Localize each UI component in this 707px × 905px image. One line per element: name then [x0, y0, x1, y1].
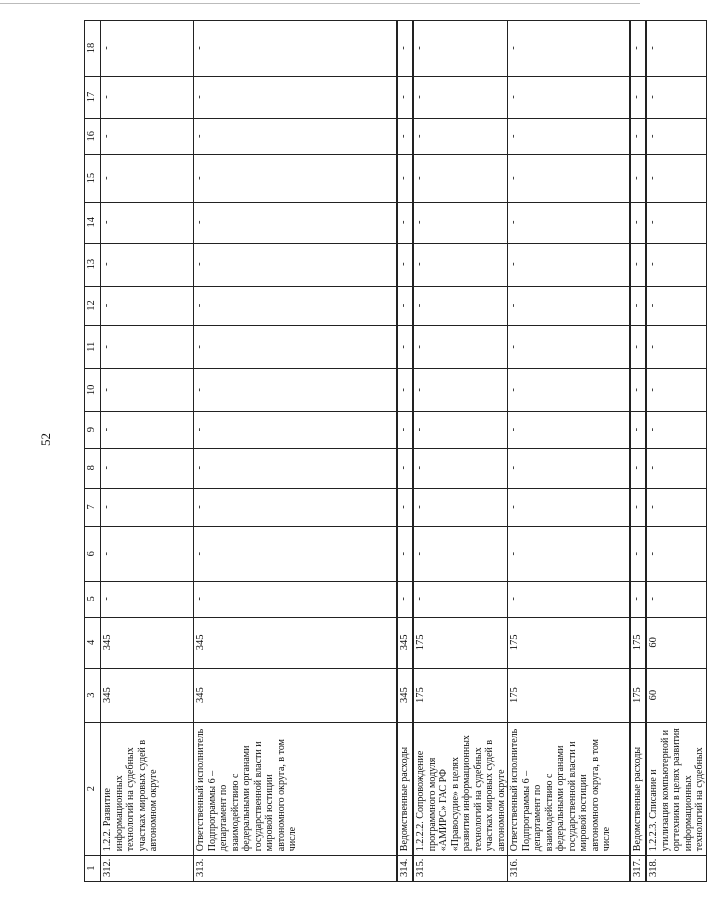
dash-mark: - [398, 303, 409, 308]
value-col-17 [646, 77, 706, 119]
row-index: 315. [413, 856, 508, 882]
dash-mark: - [647, 303, 658, 308]
value-col-10 [630, 369, 646, 412]
dash-mark: - [194, 134, 205, 138]
value-col-11 [630, 326, 646, 369]
value-col-17 [413, 77, 508, 119]
value-col-18 [194, 21, 398, 77]
value-col-7 [397, 488, 413, 527]
value-col-8 [413, 448, 508, 488]
dash-mark: - [101, 95, 112, 99]
value-col-8 [101, 448, 194, 488]
dash-mark: - [414, 303, 425, 308]
value-col-12 [101, 286, 194, 326]
value-col-7 [413, 488, 508, 527]
value-col-16 [630, 118, 646, 155]
dash-mark: - [647, 427, 658, 432]
dash-mark: - [647, 466, 658, 470]
dash-mark: - [631, 345, 642, 349]
value-col-5 [413, 582, 508, 617]
dash-mark: - [647, 176, 658, 180]
header-cell: 5 [85, 582, 101, 617]
value-col-7 [101, 488, 194, 527]
header-cell: 10 [85, 369, 101, 412]
dash-mark: - [647, 220, 658, 224]
dash-mark: - [631, 220, 642, 224]
dash-mark: - [647, 46, 658, 50]
dash-mark: - [398, 505, 409, 509]
value-col-7 [630, 488, 646, 527]
header-cell: 13 [85, 243, 101, 286]
value-col-10 [397, 369, 413, 412]
dash-mark: - [647, 597, 658, 601]
dash-mark: - [508, 388, 519, 392]
dash-mark: - [194, 427, 205, 432]
value-col-5 [630, 582, 646, 617]
value-col-5 [101, 582, 194, 617]
dash-mark: - [194, 262, 205, 266]
table-row [194, 21, 398, 882]
dash-mark: - [398, 388, 409, 392]
value-col-15 [630, 155, 646, 202]
row-index: 312. [101, 856, 194, 882]
header-cell: 18 [85, 21, 101, 77]
dash-mark: - [631, 597, 642, 601]
value-col-18 [646, 21, 706, 77]
value-col-8 [630, 448, 646, 488]
value-col-6 [508, 527, 631, 582]
value-col-12 [397, 286, 413, 326]
value-col-13 [413, 243, 508, 286]
value-col-11 [397, 326, 413, 369]
dash-mark: - [631, 46, 642, 50]
value-col-9 [508, 412, 631, 449]
dash-mark: - [194, 176, 205, 180]
table-row [413, 21, 508, 882]
dash-mark: - [101, 303, 112, 308]
value-col-6 [101, 527, 194, 582]
value-col-18 [397, 21, 413, 77]
value-col-3: 345 [194, 669, 398, 723]
value-col-4: 175 [413, 617, 508, 669]
value-col-10 [508, 369, 631, 412]
dash-mark: - [414, 220, 425, 224]
value-col-12 [646, 286, 706, 326]
value-col-4: 60 [646, 617, 706, 669]
value-col-16 [413, 118, 508, 155]
value-col-4: 345 [101, 617, 194, 669]
dash-mark: - [508, 46, 519, 50]
dash-mark: - [508, 95, 519, 99]
dash-mark: - [631, 303, 642, 308]
value-col-6 [194, 527, 398, 582]
table-row [397, 21, 413, 882]
value-col-13 [397, 243, 413, 286]
value-col-4: 175 [508, 617, 631, 669]
value-col-13 [630, 243, 646, 286]
dash-mark: - [414, 597, 425, 601]
value-col-8 [194, 448, 398, 488]
value-col-8 [508, 448, 631, 488]
value-col-5 [194, 582, 398, 617]
value-col-15 [397, 155, 413, 202]
row-name: Ведомственные расходы [397, 722, 413, 855]
value-col-3: 175 [630, 669, 646, 723]
dash-mark: - [414, 345, 425, 349]
value-col-3: 345 [397, 669, 413, 723]
value-col-14 [397, 202, 413, 243]
row-index: 313. [194, 856, 398, 882]
dash-mark: - [647, 345, 658, 349]
value-col-6 [630, 527, 646, 582]
header-cell: 9 [85, 412, 101, 449]
dash-mark: - [101, 262, 112, 266]
row-index: 317. [630, 856, 646, 882]
dash-mark: - [508, 134, 519, 138]
dash-mark: - [414, 466, 425, 470]
dash-mark: - [631, 176, 642, 180]
value-col-17 [508, 77, 631, 119]
dash-mark: - [508, 427, 519, 432]
dash-mark: - [647, 551, 658, 556]
row-name: 1.2.2.2. Сопровождение программного модуля «АМИРС» ГАС РФ «Правосудие» в целях развития информационных технологий на судебных участках мировых судей в автономном округе [413, 722, 508, 855]
dash-mark: - [631, 466, 642, 470]
dash-mark: - [631, 262, 642, 266]
row-index: 318. [646, 856, 706, 882]
header-cell: 3 [85, 669, 101, 723]
dash-mark: - [631, 427, 642, 432]
dash-mark: - [194, 466, 205, 470]
dash-mark: - [101, 505, 112, 509]
dash-mark: - [194, 46, 205, 50]
value-col-15 [194, 155, 398, 202]
row-name: Ведомственные расходы [630, 722, 646, 855]
dash-mark: - [194, 551, 205, 556]
dash-mark: - [398, 220, 409, 224]
value-col-12 [508, 286, 631, 326]
dash-mark: - [398, 427, 409, 432]
value-col-5 [397, 582, 413, 617]
value-col-11 [413, 326, 508, 369]
header-cell: 7 [85, 488, 101, 527]
value-col-13 [194, 243, 398, 286]
dash-mark: - [631, 505, 642, 509]
value-col-13 [101, 243, 194, 286]
header-cell: 17 [85, 77, 101, 119]
dash-mark: - [398, 262, 409, 266]
dash-mark: - [101, 134, 112, 138]
dash-mark: - [398, 345, 409, 349]
value-col-9 [646, 412, 706, 449]
value-col-8 [397, 448, 413, 488]
dash-mark: - [508, 597, 519, 601]
dash-mark: - [508, 551, 519, 556]
dash-mark: - [647, 388, 658, 392]
header-cell: 1 [85, 856, 101, 882]
dash-mark: - [414, 551, 425, 556]
dash-mark: - [508, 466, 519, 470]
dash-mark: - [101, 427, 112, 432]
dash-mark: - [414, 388, 425, 392]
value-col-16 [508, 118, 631, 155]
dash-mark: - [101, 466, 112, 470]
dash-mark: - [194, 303, 205, 308]
value-col-15 [101, 155, 194, 202]
value-col-18 [101, 21, 194, 77]
row-index: 314. [397, 856, 413, 882]
value-col-14 [508, 202, 631, 243]
dash-mark: - [508, 345, 519, 349]
dash-mark: - [194, 505, 205, 509]
dash-mark: - [194, 220, 205, 224]
header-cell: 6 [85, 527, 101, 582]
dash-mark: - [631, 388, 642, 392]
value-col-6 [397, 527, 413, 582]
dash-mark: - [414, 95, 425, 99]
header-cell: 16 [85, 118, 101, 155]
dash-mark: - [414, 505, 425, 509]
table-row [101, 21, 194, 882]
value-col-6 [646, 527, 706, 582]
dash-mark: - [398, 466, 409, 470]
value-col-5 [508, 582, 631, 617]
dash-mark: - [414, 176, 425, 180]
dash-mark: - [631, 95, 642, 99]
header-cell: 14 [85, 202, 101, 243]
dash-mark: - [647, 505, 658, 509]
value-col-3: 175 [413, 669, 508, 723]
value-col-7 [194, 488, 398, 527]
value-col-11 [194, 326, 398, 369]
value-col-16 [194, 118, 398, 155]
dash-mark: - [101, 345, 112, 349]
value-col-12 [194, 286, 398, 326]
header-cell: 2 [85, 722, 101, 855]
value-col-9 [397, 412, 413, 449]
value-col-10 [101, 369, 194, 412]
table-row [508, 21, 631, 882]
value-col-11 [508, 326, 631, 369]
dash-mark: - [647, 134, 658, 138]
value-col-11 [101, 326, 194, 369]
value-col-10 [646, 369, 706, 412]
table-row [630, 21, 646, 882]
dash-mark: - [101, 176, 112, 180]
value-col-17 [194, 77, 398, 119]
row-name: Ответственный исполнитель Подпрограммы 6 – департамент по взаимодействию с федеральными органами государственной власти и мировой юстиции автономного округа, в том числе [508, 722, 631, 855]
value-col-12 [413, 286, 508, 326]
header-row [85, 21, 101, 882]
value-col-10 [194, 369, 398, 412]
value-col-5 [646, 582, 706, 617]
value-col-7 [646, 488, 706, 527]
value-col-12 [630, 286, 646, 326]
dash-mark: - [101, 597, 112, 601]
value-col-17 [397, 77, 413, 119]
value-col-9 [101, 412, 194, 449]
dash-mark: - [398, 176, 409, 180]
value-col-9 [413, 412, 508, 449]
dash-mark: - [414, 134, 425, 138]
dash-mark: - [101, 551, 112, 556]
dash-mark: - [414, 427, 425, 432]
dash-mark: - [508, 176, 519, 180]
value-col-13 [646, 243, 706, 286]
header-cell: 15 [85, 155, 101, 202]
value-col-15 [508, 155, 631, 202]
scan-edge-line [0, 3, 640, 4]
dash-mark: - [647, 262, 658, 266]
value-col-3: 60 [646, 669, 706, 723]
dash-mark: - [631, 134, 642, 138]
dash-mark: - [194, 388, 205, 392]
dash-mark: - [414, 46, 425, 50]
dash-mark: - [647, 95, 658, 99]
value-col-11 [646, 326, 706, 369]
row-name: Ответственный исполнитель Подпрограммы 6 – департамент по взаимодействию с федеральными органами государственной власти и мировой юстиции автономного округа, в том числе [194, 722, 398, 855]
value-col-18 [508, 21, 631, 77]
dash-mark: - [631, 551, 642, 556]
value-col-17 [101, 77, 194, 119]
value-col-10 [413, 369, 508, 412]
dash-mark: - [194, 95, 205, 99]
value-col-7 [508, 488, 631, 527]
value-col-16 [101, 118, 194, 155]
value-col-18 [630, 21, 646, 77]
value-col-9 [194, 412, 398, 449]
budget-table [84, 20, 707, 882]
row-name: 1.2.2. Развитие информационных технологий на судебных участках мировых судей в автономном округе [101, 722, 194, 855]
header-cell: 4 [85, 617, 101, 669]
value-col-6 [413, 527, 508, 582]
dash-mark: - [194, 345, 205, 349]
header-cell: 11 [85, 326, 101, 369]
budget-table-sheet [84, 20, 705, 882]
table-row [646, 21, 706, 882]
value-col-4: 345 [397, 617, 413, 669]
value-col-14 [101, 202, 194, 243]
dash-mark: - [508, 505, 519, 509]
dash-mark: - [398, 95, 409, 99]
row-index: 316. [508, 856, 631, 882]
value-col-4: 175 [630, 617, 646, 669]
dash-mark: - [101, 388, 112, 392]
value-col-15 [413, 155, 508, 202]
value-col-14 [413, 202, 508, 243]
value-col-13 [508, 243, 631, 286]
value-col-3: 345 [101, 669, 194, 723]
dash-mark: - [101, 46, 112, 50]
page-number: 52 [38, 433, 53, 446]
dash-mark: - [398, 134, 409, 138]
dash-mark: - [398, 46, 409, 50]
value-col-14 [646, 202, 706, 243]
header-cell: 12 [85, 286, 101, 326]
dash-mark: - [398, 597, 409, 601]
value-col-8 [646, 448, 706, 488]
row-name: 1.2.2.3. Списание и утилизация компьютерной и оргтехники в целях развития информационных технологий на судебных [646, 722, 706, 855]
value-col-18 [413, 21, 508, 77]
value-col-9 [630, 412, 646, 449]
dash-mark: - [508, 220, 519, 224]
value-col-14 [194, 202, 398, 243]
value-col-14 [630, 202, 646, 243]
value-col-16 [646, 118, 706, 155]
header-cell: 8 [85, 448, 101, 488]
value-col-3: 175 [508, 669, 631, 723]
value-col-16 [397, 118, 413, 155]
dash-mark: - [508, 303, 519, 308]
dash-mark: - [194, 597, 205, 601]
value-col-15 [646, 155, 706, 202]
value-col-17 [630, 77, 646, 119]
value-col-4: 345 [194, 617, 398, 669]
dash-mark: - [101, 220, 112, 224]
dash-mark: - [414, 262, 425, 266]
dash-mark: - [508, 262, 519, 266]
dash-mark: - [398, 551, 409, 556]
